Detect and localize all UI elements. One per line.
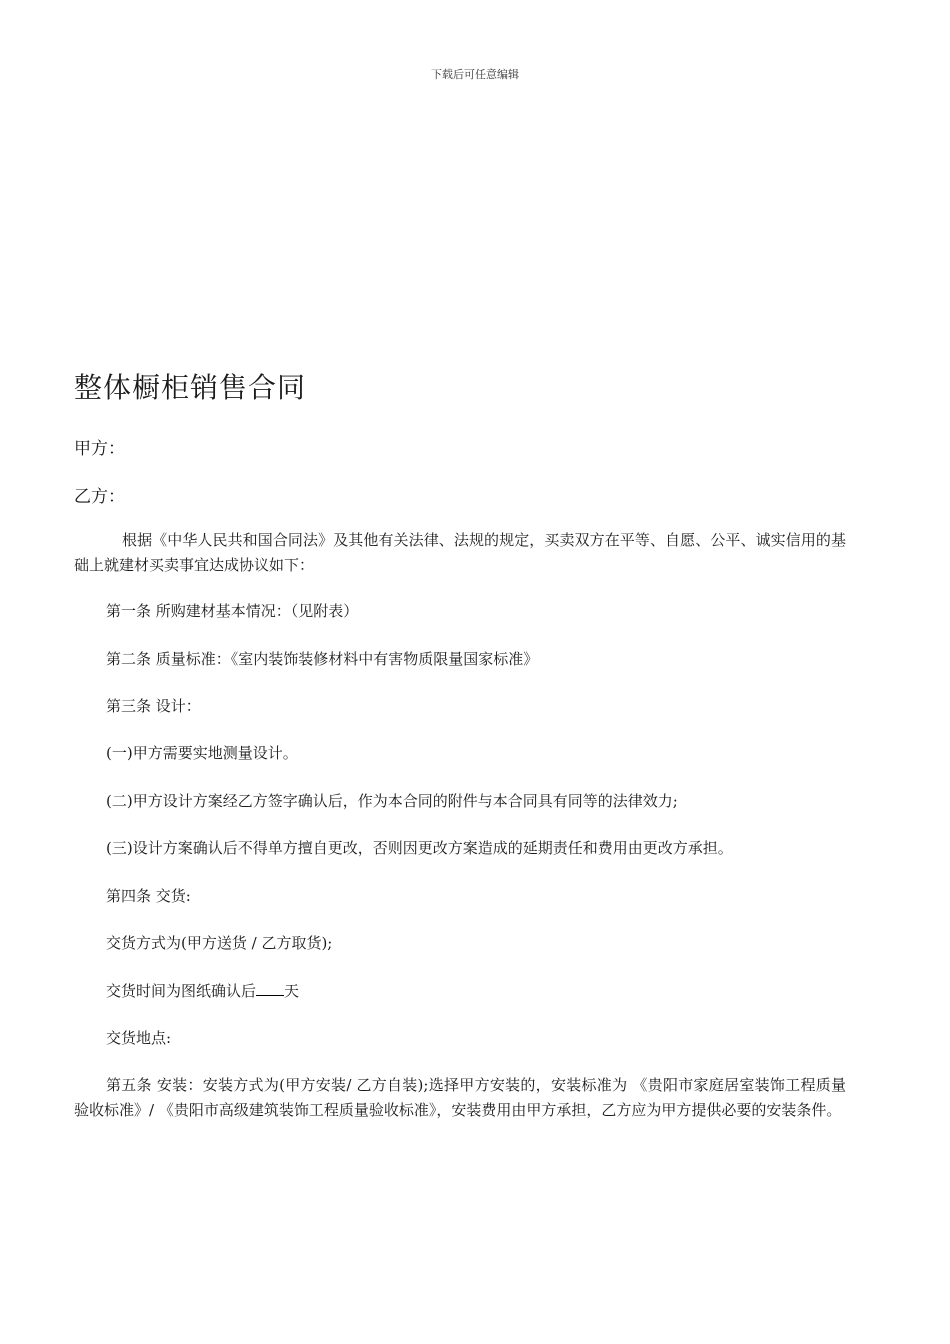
- article-5: 第五条 安装：安装方式为(甲方安装/ 乙方自装);选择甲方安装的，安装标准为 《贵阳市家庭居室装饰工程质量验收标准》/ 《贵阳市高级建筑装饰工程质量验收标准》，安装费用由甲方承担，乙方应为甲方提供必要的安装条件。: [74, 1076, 846, 1119]
- delivery-time-unit: 天: [284, 982, 300, 1000]
- delivery-time: [106, 979, 299, 1004]
- page-header-note: 下载后可任意编辑: [431, 68, 519, 81]
- delivery-method: 交货方式为(甲方送货 / 乙方取货);: [106, 934, 333, 952]
- article-2: 第二条 质量标准：《室内装饰装修材料中有害物质限量国家标准》: [106, 650, 539, 668]
- article-3-item-2: (二)甲方设计方案经乙方签字确认后，作为本合同的附件与本合同具有同等的法律效力;: [106, 792, 678, 810]
- article-1: 第一条 所购建材基本情况：（见附表）: [106, 602, 359, 620]
- article-4: 第四条 交货:: [106, 887, 191, 905]
- article-3-item-1: (一)甲方需要实地测量设计。: [106, 744, 298, 762]
- article-3: 第三条 设计：: [106, 697, 201, 715]
- intro-paragraph: 根据《中华人民共和国合同法》及其他有关法律、法规的规定，买卖双方在平等、自愿、公平、诚实信用的基础上就建材买卖事宜达成协议如下：: [74, 531, 846, 574]
- delivery-time-text: 交货时间为图纸确认后: [106, 982, 257, 1000]
- delivery-days-blank: [256, 981, 284, 996]
- article-3-item-3: (三)设计方案确认后不得单方擅自更改，否则因更改方案造成的延期责任和费用由更改方承担。: [106, 839, 733, 857]
- party-b-label: 乙方：: [74, 487, 125, 507]
- delivery-place: 交货地点:: [106, 1029, 172, 1047]
- document-title: 整体橱柜销售合同: [74, 371, 307, 404]
- party-a-label: 甲方：: [74, 439, 125, 459]
